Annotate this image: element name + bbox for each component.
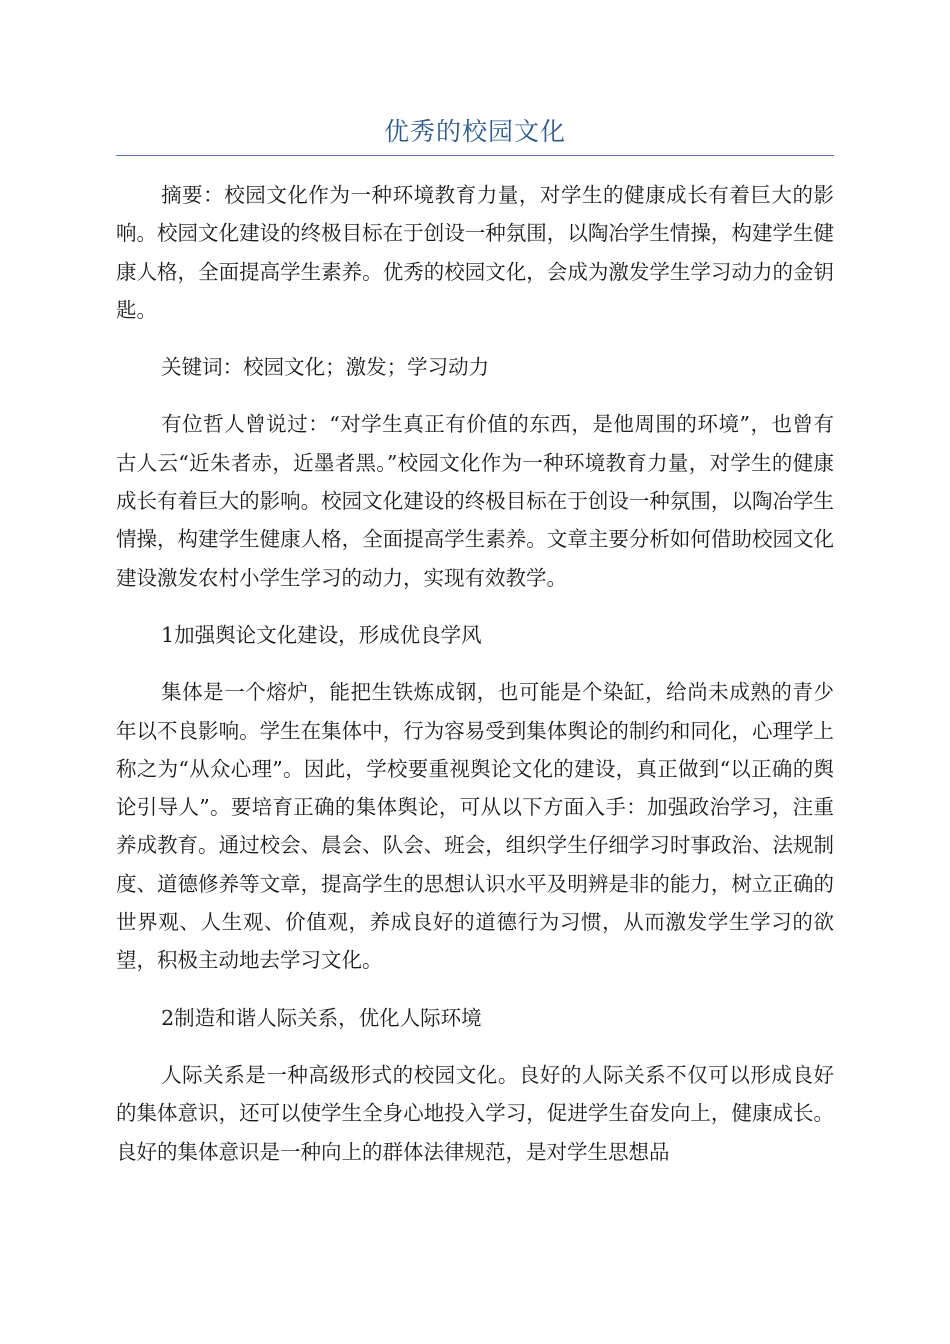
title-underline bbox=[116, 155, 834, 156]
abstract-paragraph: 摘要：校园文化作为一种环境教育力量，对学生的健康成长有着巨大的影响。校园文化建设的终极目标在于创设一种氛围，以陶冶学生情操，构建学生健康人格，全面提高学生素养。优秀的校园文化，会成为激发学生学习动力的金钥匙。 bbox=[116, 183, 834, 322]
keywords-paragraph: 关键词：校园文化；激发；学习动力 bbox=[161, 355, 490, 380]
document-body bbox=[116, 176, 834, 1190]
section-heading-2: 2制造和谐人际关系，优化人际环境 bbox=[161, 1005, 482, 1030]
section-2-paragraph: 人际关系是一种高级形式的校园文化。良好的人际关系不仅可以形成良好的集体意识，还可以使学生全身心地投入学习，促进学生奋发向上，健康成长。良好的集体意识是一种向上的群体法律规范，是对学生思想品 bbox=[116, 1062, 834, 1164]
document-title: 优秀的校园文化 bbox=[383, 117, 566, 146]
section-heading-1: 1加强舆论文化建设，形成优良学风 bbox=[161, 622, 482, 647]
section-1-paragraph: 集体是一个熔炉，能把生铁炼成钢，也可能是个染缸，给尚未成熟的青少年以不良影响。学生在集体中，行为容易受到集体舆论的制约和同化，心理学上称之为“从众心理”。因此，学校要重视舆论文化的建设，真正做到“以正确的舆论引导人”。要培育正确的集体舆论，可从以下方面入手：加强政治学习，注重养成教育。通过校会、晨会、队会、班会，组织学生仔细学习时事政治、法规制度、道德修养等文章，提高学生的思想认识水平及明辨是非的能力，树立正确的世界观、人生观、价值观，养成良好的道德行为习惯，从而激发学生学习的欲望，积极主动地去学习文化。 bbox=[116, 680, 834, 973]
intro-paragraph: 有位哲人曾说过：“对学生真正有价值的东西，是他周围的环境”，也曾有古人云“近朱者赤，近墨者黑。”校园文化作为一种环境教育力量，对学生的健康成长有着巨大的影响。校园文化建设的终极目标在于创设一种氛围，以陶冶学生情操，构建学生健康人格，全面提高学生素养。文章主要分析如何借助校园文化建设激发农村小学生学习的动力，实现有效教学。 bbox=[116, 412, 834, 590]
